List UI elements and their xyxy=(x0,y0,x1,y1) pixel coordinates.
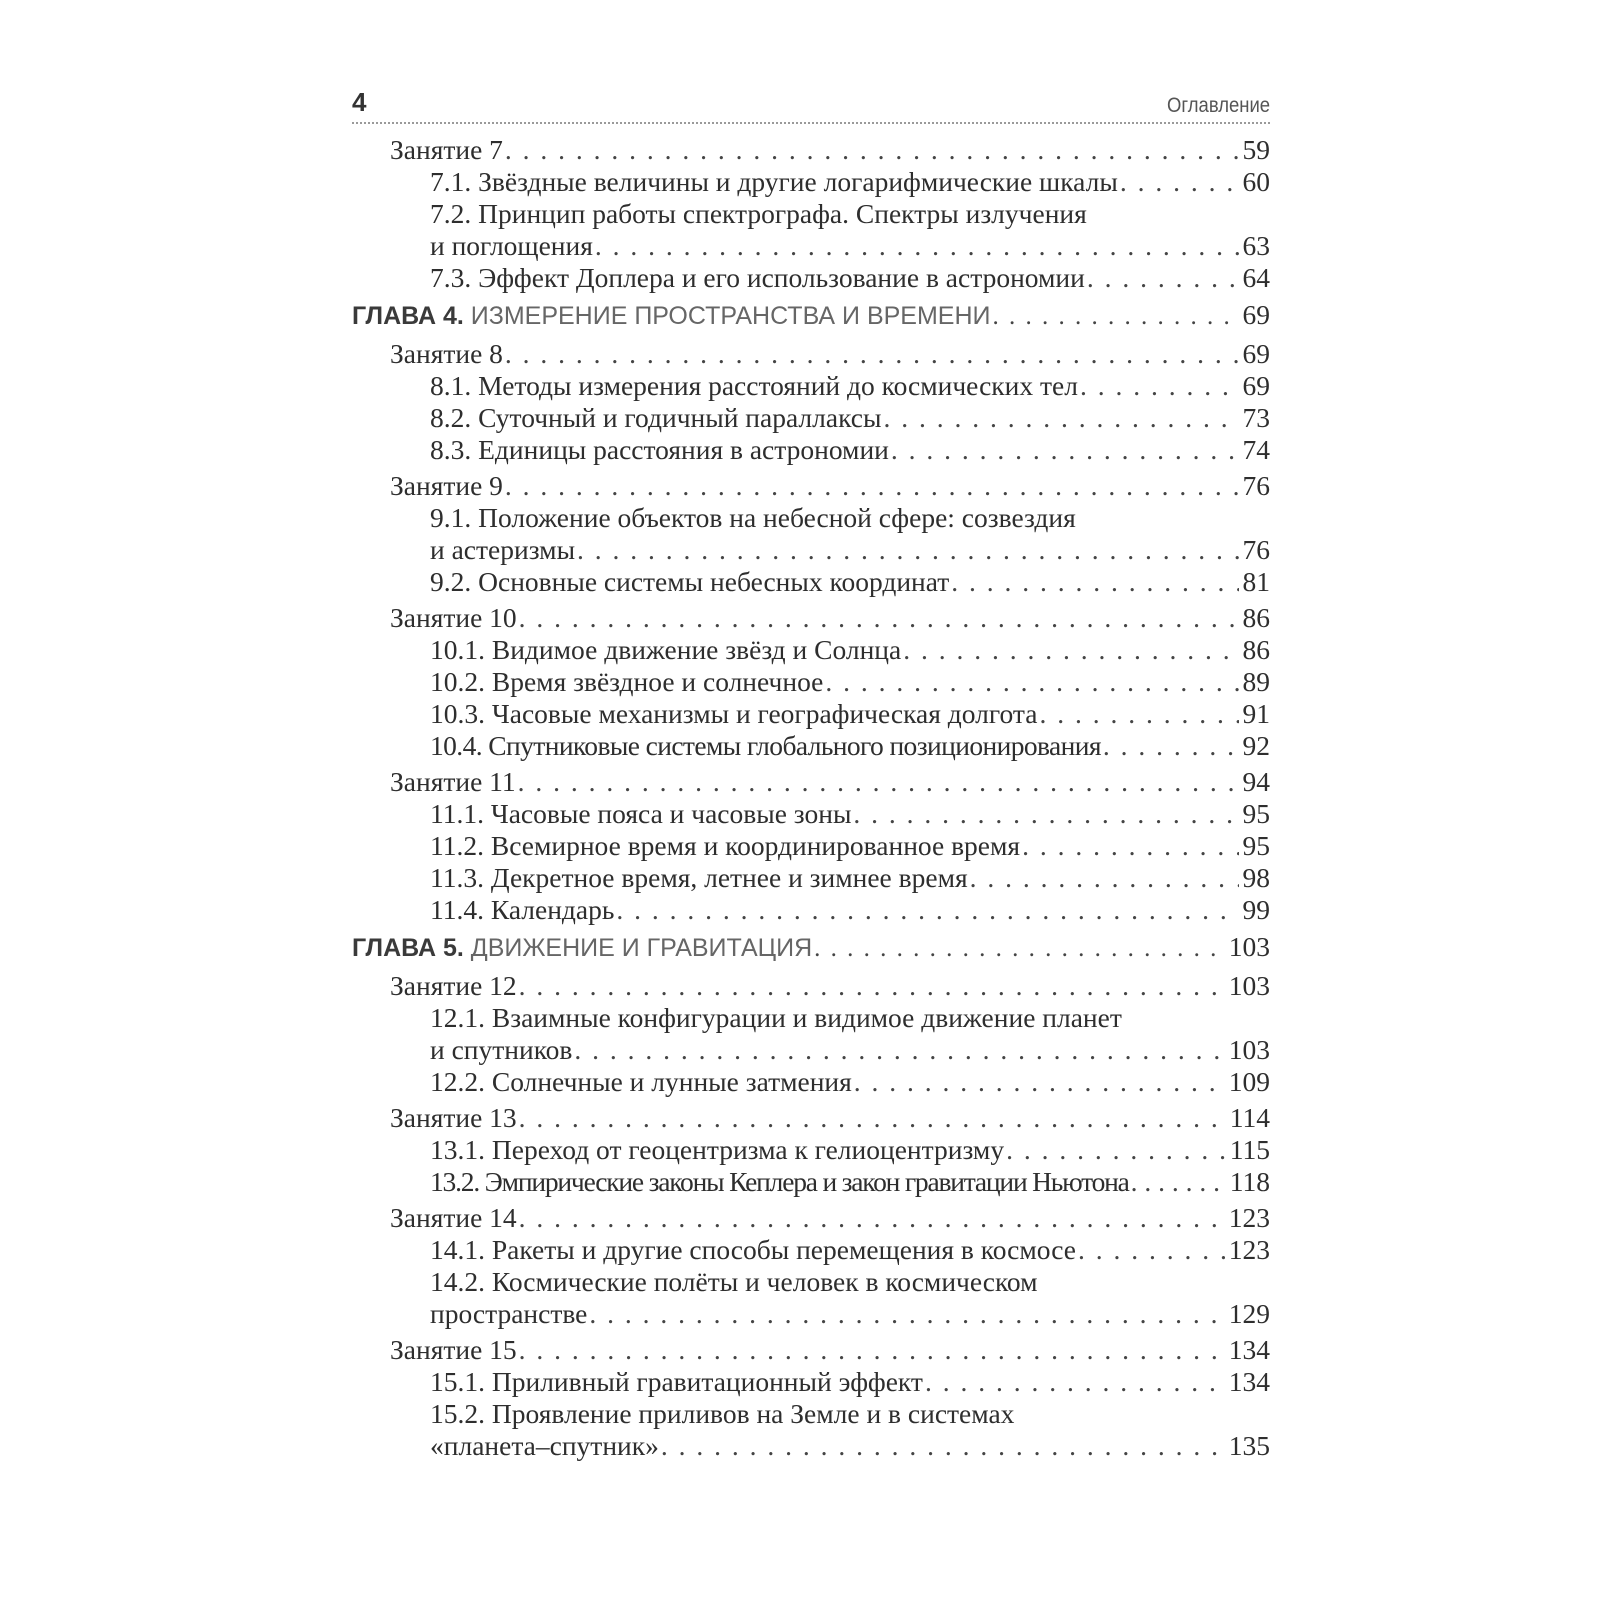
dot-leader xyxy=(589,1298,1224,1330)
page-number: 4 xyxy=(352,87,367,117)
dot-leader xyxy=(903,634,1238,666)
toc-page-number: 81 xyxy=(1242,566,1270,597)
toc-topic-11-3 xyxy=(352,862,1270,894)
toc-topic-8-2 xyxy=(352,402,1270,434)
toc-page-number: 95 xyxy=(1242,798,1270,829)
toc-page-number: 63 xyxy=(1242,230,1270,261)
dot-leader xyxy=(661,1430,1225,1462)
toc-entry-label: 11.2. Всемирное время и координированное время xyxy=(430,830,1021,861)
toc-topic-13-1 xyxy=(352,1134,1270,1166)
toc-page-number: 73 xyxy=(1242,402,1270,433)
dot-leader xyxy=(854,1066,1225,1098)
toc-entry-label: 8.1. Методы измерения расстояний до космических тел xyxy=(430,370,1078,401)
toc-topic-12-2 xyxy=(352,1066,1270,1098)
dot-leader xyxy=(519,602,1239,634)
toc-page-number: 94 xyxy=(1242,766,1270,797)
toc-entry-label: 11.3. Декретное время, летнее и зимнее время xyxy=(430,862,968,893)
toc-entry-label: 10.1. Видимое движение звёзд и Солнца xyxy=(430,634,902,665)
dot-leader xyxy=(853,798,1238,830)
dot-leader xyxy=(1103,730,1239,762)
toc-entry-label: Занятие 7 xyxy=(390,134,503,165)
dot-leader xyxy=(519,970,1225,1002)
toc-topic-14-2 xyxy=(352,1298,1270,1330)
toc-topic-7-3 xyxy=(352,262,1270,294)
book-page xyxy=(352,80,1270,1462)
table-of-contents xyxy=(352,134,1270,1462)
toc-page-number: 59 xyxy=(1242,134,1270,165)
toc-page-number: 98 xyxy=(1242,862,1270,893)
toc-topic-9-1 xyxy=(352,534,1270,566)
toc-entry-label: и спутников xyxy=(430,1034,573,1065)
toc-page-number: 123 xyxy=(1228,1202,1270,1233)
toc-entry-label: Занятие 13 xyxy=(390,1102,517,1133)
toc-page-number: 115 xyxy=(1229,1134,1270,1165)
toc-topic-15-2-line1: 15.2. Проявление приливов на Земле и в системах xyxy=(430,1398,1015,1429)
toc-topic-12-1 xyxy=(352,1034,1270,1066)
toc-lesson-13 xyxy=(352,1102,1270,1134)
toc-entry-label: 7.1. Звёздные величины и другие логарифмические шкалы xyxy=(430,166,1118,197)
toc-page-number: 64 xyxy=(1242,262,1270,293)
toc-entry-label: 11.4. Календарь xyxy=(430,894,615,925)
toc-entry-label: 7.3. Эффект Доплера и его использование в астрономии xyxy=(430,262,1085,293)
toc-lesson-10 xyxy=(352,602,1270,634)
toc-entry-label: и астеризмы xyxy=(430,534,576,565)
dot-leader xyxy=(518,766,1239,798)
toc-chapter-5 xyxy=(352,930,1270,966)
toc-page-number: 129 xyxy=(1228,1298,1270,1329)
chapter-number: ГЛАВА 5. xyxy=(352,934,464,962)
toc-lesson-14 xyxy=(352,1202,1270,1234)
toc-entry-label: «планета–спутник» xyxy=(430,1430,659,1461)
toc-page-number: 60 xyxy=(1242,166,1270,197)
toc-lesson-11 xyxy=(352,766,1270,798)
dot-leader xyxy=(505,134,1239,166)
toc-topic-15-1 xyxy=(352,1366,1270,1398)
dot-leader xyxy=(1131,1166,1226,1198)
toc-lesson-15 xyxy=(352,1334,1270,1366)
toc-page-number: 69 xyxy=(1242,338,1270,369)
dot-leader xyxy=(616,894,1238,926)
dot-leader xyxy=(1120,166,1239,198)
toc-page-number: 99 xyxy=(1242,894,1270,925)
dot-leader xyxy=(595,230,1239,262)
toc-topic-12-1-line1: 12.1. Взаимные конфигурации и видимое движение планет xyxy=(430,1002,1122,1033)
toc-entry-label: пространстве xyxy=(430,1298,588,1329)
toc-entry-label: 13.1. Переход от геоцентризма к гелиоцентризму xyxy=(430,1134,1005,1165)
toc-entry-label: 10.2. Время звёздное и солнечное xyxy=(430,666,824,697)
dot-leader xyxy=(1080,370,1239,402)
toc-entry-label: 9.2. Основные системы небесных координат xyxy=(430,566,950,597)
dot-leader xyxy=(505,338,1239,370)
dot-leader xyxy=(1022,830,1238,862)
toc-topic-8-1 xyxy=(352,370,1270,402)
dot-leader xyxy=(1006,1134,1226,1166)
toc-topic-13-2 xyxy=(352,1166,1270,1198)
toc-topic-10-4 xyxy=(352,730,1270,762)
toc-page-number: 91 xyxy=(1242,698,1270,729)
toc-page-number: 114 xyxy=(1229,1102,1270,1133)
dot-leader xyxy=(519,1202,1225,1234)
dot-leader xyxy=(574,1034,1224,1066)
toc-page-number: 134 xyxy=(1228,1334,1270,1365)
dot-leader xyxy=(519,1102,1226,1134)
toc-page-number: 89 xyxy=(1242,666,1270,697)
dot-leader xyxy=(891,434,1239,466)
toc-page-number: 69 xyxy=(1242,370,1270,401)
dot-leader xyxy=(925,1366,1225,1398)
toc-entry-label: Занятие 11 xyxy=(390,766,516,797)
dot-leader xyxy=(814,932,1225,966)
toc-chapter-4 xyxy=(352,298,1270,334)
dot-leader xyxy=(825,666,1238,698)
toc-entry-label: 8.2. Суточный и годичный параллаксы xyxy=(430,402,882,433)
toc-entry-label: Занятие 15 xyxy=(390,1334,517,1365)
toc-page-number: 76 xyxy=(1242,470,1270,501)
toc-topic-11-1 xyxy=(352,798,1270,830)
toc-lesson-9 xyxy=(352,470,1270,502)
toc-entry-label: 14.1. Ракеты и другие способы перемещения в космосе xyxy=(430,1234,1076,1265)
toc-topic-14-1 xyxy=(352,1234,1270,1266)
toc-topic-11-4 xyxy=(352,894,1270,926)
dot-leader xyxy=(883,402,1238,434)
toc-entry-label: 10.3. Часовые механизмы и географическая долгота xyxy=(430,698,1038,729)
dot-leader xyxy=(577,534,1238,566)
toc-topic-7-2 xyxy=(352,230,1270,262)
toc-page-number: 135 xyxy=(1228,1430,1270,1461)
toc-entry-label: 10.4. Спутниковые системы глобального позиционирования xyxy=(430,730,1101,761)
section-title: Оглавление xyxy=(1166,94,1270,117)
toc-topic-7-1 xyxy=(352,166,1270,198)
toc-entry-label: Занятие 10 xyxy=(390,602,517,633)
toc-page-number: 92 xyxy=(1242,730,1270,761)
toc-entry-label: Занятие 12 xyxy=(390,970,517,1001)
dot-leader xyxy=(505,470,1239,502)
dot-leader xyxy=(951,566,1238,598)
toc-page-number: 109 xyxy=(1228,1066,1270,1097)
toc-entry-label: Занятие 8 xyxy=(390,338,503,369)
toc-topic-8-3 xyxy=(352,434,1270,466)
toc-page-number: 69 xyxy=(1242,299,1270,330)
toc-topic-11-2 xyxy=(352,830,1270,862)
toc-topic-9-2 xyxy=(352,566,1270,598)
toc-topic-10-1 xyxy=(352,634,1270,666)
toc-page-number: 134 xyxy=(1228,1366,1270,1397)
toc-page-number: 76 xyxy=(1242,534,1270,565)
toc-entry-label: 13.2. Эмпирические законы Кеплера и закон гравитации Ньютона xyxy=(430,1166,1129,1197)
dot-leader xyxy=(519,1334,1225,1366)
toc-page-number: 86 xyxy=(1242,602,1270,633)
toc-page-number: 123 xyxy=(1228,1234,1270,1265)
toc-topic-7-2-line1: 7.2. Принцип работы спектрографа. Спектры излучения xyxy=(430,198,1087,229)
toc-page-number: 103 xyxy=(1228,1034,1270,1065)
chapter-title: ИЗМЕРЕНИЕ ПРОСТРАНСТВА И ВРЕМЕНИ xyxy=(463,302,991,330)
toc-entry-label: и поглощения xyxy=(430,230,593,261)
toc-page-number: 103 xyxy=(1228,931,1270,962)
dot-leader xyxy=(970,862,1239,894)
toc-entry-label: Занятие 14 xyxy=(390,1202,517,1233)
chapter-title: ДВИЖЕНИЕ И ГРАВИТАЦИЯ xyxy=(463,934,813,962)
running-head xyxy=(352,80,1270,124)
dot-leader xyxy=(1078,1234,1225,1266)
toc-topic-10-2 xyxy=(352,666,1270,698)
toc-topic-15-2 xyxy=(352,1430,1270,1462)
toc-topic-10-3 xyxy=(352,698,1270,730)
toc-page-number: 86 xyxy=(1242,634,1270,665)
toc-entry-label: 15.1. Приливный гравитационный эффект xyxy=(430,1366,923,1397)
toc-topic-9-1-line1: 9.1. Положение объектов на небесной сфере: созвездия xyxy=(430,502,1076,533)
toc-topic-14-2-line1: 14.2. Космические полёты и человек в космическом xyxy=(430,1266,1038,1297)
dot-leader xyxy=(1087,262,1239,294)
toc-entry-label: Занятие 9 xyxy=(390,470,503,501)
chapter-number: ГЛАВА 4. xyxy=(352,302,464,330)
toc-page-number: 103 xyxy=(1228,970,1270,1001)
toc-lesson-12 xyxy=(352,970,1270,1002)
toc-lesson-8 xyxy=(352,338,1270,370)
toc-page-number: 118 xyxy=(1229,1166,1270,1197)
toc-entry-label: 8.3. Единицы расстояния в астрономии xyxy=(430,434,889,465)
dot-leader xyxy=(993,300,1239,334)
dot-leader xyxy=(1039,698,1238,730)
toc-entry-label: 11.1. Часовые пояса и часовые зоны xyxy=(430,798,852,829)
toc-lesson-7 xyxy=(352,134,1270,166)
toc-entry-label: 12.2. Солнечные и лунные затмения xyxy=(430,1066,852,1097)
toc-page-number: 74 xyxy=(1242,434,1270,465)
toc-page-number: 95 xyxy=(1242,830,1270,861)
